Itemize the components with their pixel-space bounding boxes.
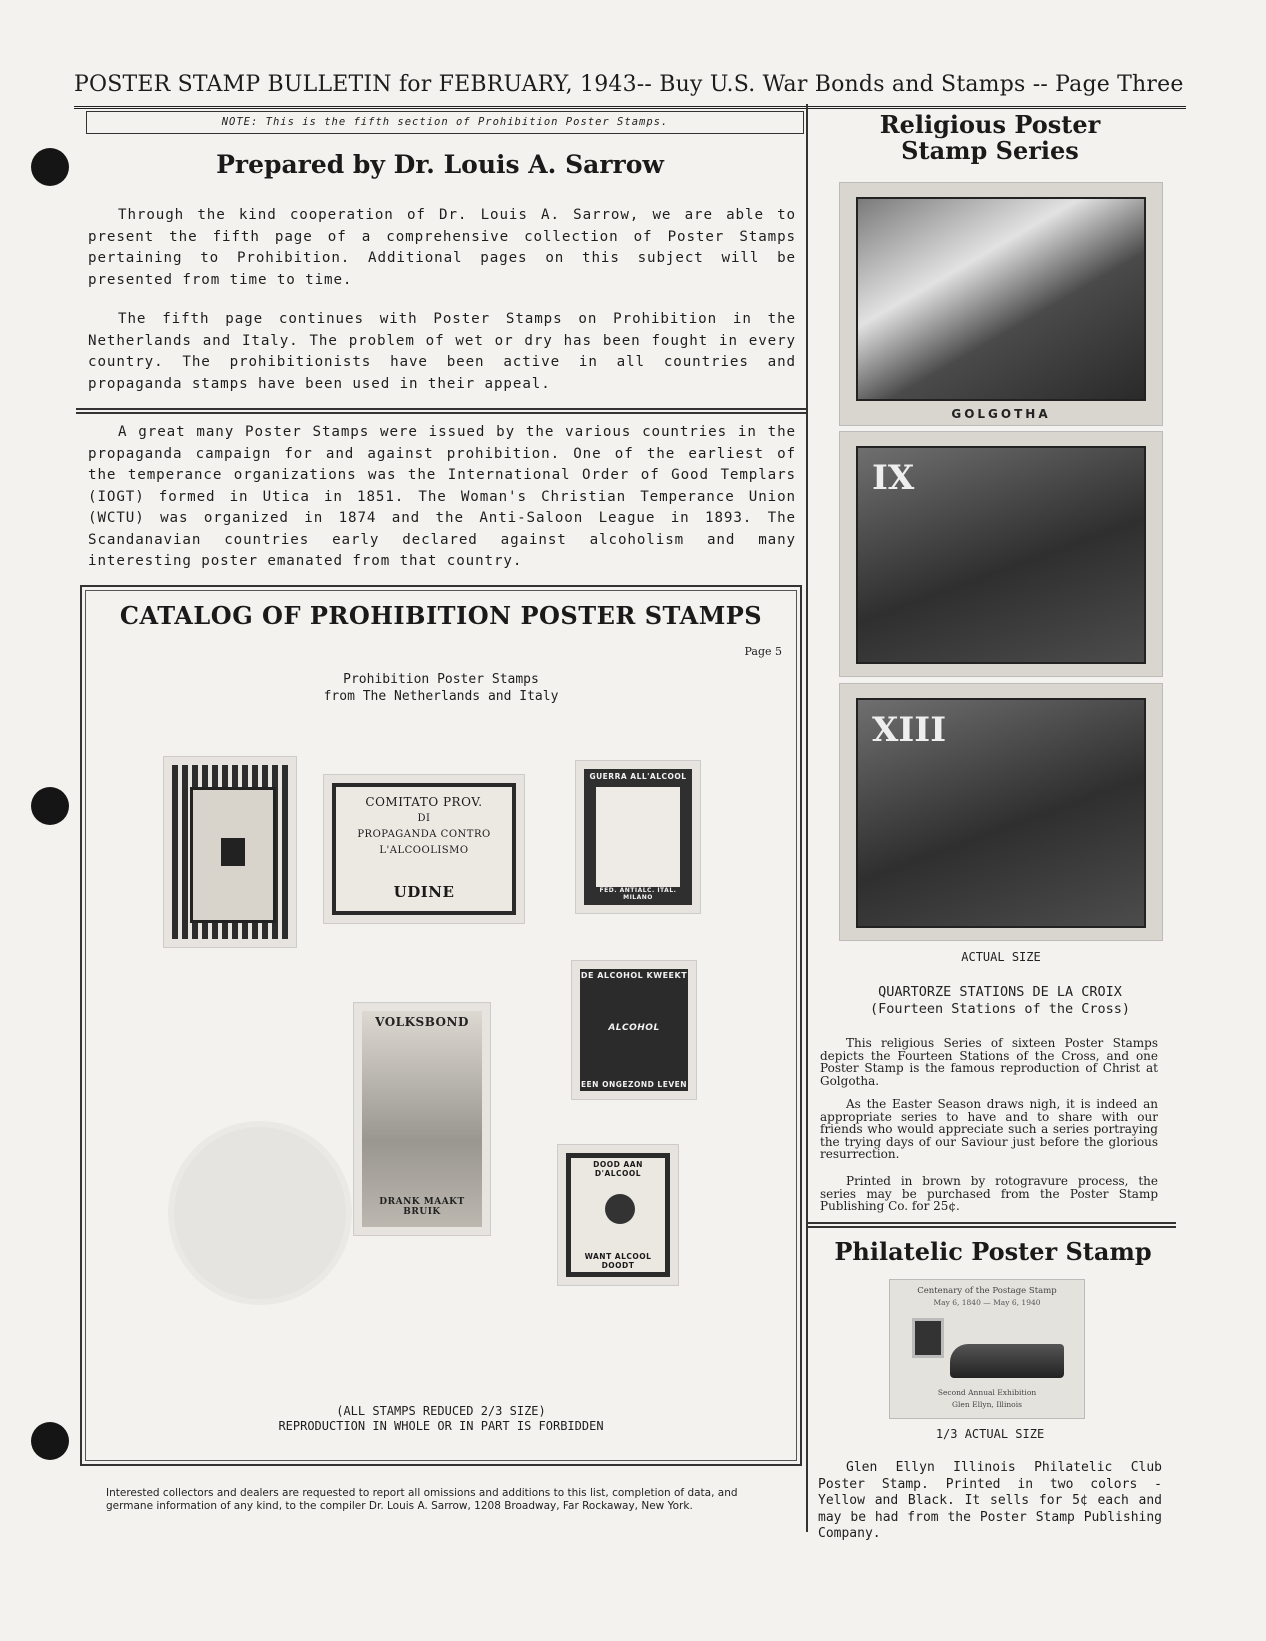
article-heading: Prepared by Dr. Louis A. Sarrow <box>216 150 664 179</box>
column-divider-upper <box>806 104 808 410</box>
section-rule-1 <box>76 408 806 410</box>
stamp-kweekt-frame <box>580 969 688 1091</box>
philatelic-stamp-line-1: Centenary of the Postage Stamp <box>917 1286 1057 1296</box>
catalog-subtitle <box>82 671 800 705</box>
philatelic-description: Glen Ellyn Illinois Philatelic Club Poster Stamp. Printed in two colors - Yellow and Black. It sells for 5¢ each and may be had from the Poster Stamp Publishing Company. <box>818 1460 1162 1541</box>
comitato-line-1: COMITATO PROV. <box>365 795 483 809</box>
religious-series-title <box>820 984 1180 1018</box>
comitato-line-3: PROPAGANDA CONTRO <box>357 829 491 840</box>
catalog-title: CATALOG OF PROHIBITION POSTER STAMPS <box>119 601 763 630</box>
binder-hole-middle <box>31 787 69 825</box>
station-ix-image <box>856 446 1146 664</box>
column-divider-lower <box>806 410 808 1532</box>
station-xiii-image <box>856 698 1146 928</box>
religious-heading-line-1: Religious Poster <box>879 110 1101 139</box>
article-paragraph-1: Through the kind cooperation of Dr. Louis A. Sarrow, we are able to present the fifth page of a comprehensive collection of Poster Stamps pertaining to Prohibition. Additional pages on this subject will be presented from time to time. <box>88 207 796 288</box>
right-rule-1 <box>808 1222 1176 1224</box>
stamp-guerra-blank-panel <box>596 787 680 887</box>
religious-series-title-line-2: (Fourteen Stations of the Cross) <box>869 1001 1131 1017</box>
volksbond-bottom-text: DRANK MAAKT BRUIK <box>379 1197 465 1217</box>
article-paragraph-2: The fifth page continues with Poster Stamps on Prohibition in the Netherlands and Italy. The problem of wet or dry has been fought in every country. The prohibitionists have been active in all countries and propaganda stamps have been used in their appeal. <box>88 311 796 392</box>
guerra-top-text: GUERRA ALL'ALCOOL <box>589 772 687 781</box>
religious-series-title-line-1: QUARTORZE STATIONS DE LA CROIX <box>878 984 1122 1000</box>
stamp-volksbond <box>354 1003 490 1235</box>
station-ix-numeral: IX <box>872 458 915 498</box>
stamp-volksbond-art <box>362 1011 482 1227</box>
catalog-footer-line-2: REPRODUCTION IN WHOLE OR IN PART IS FORBIDDEN <box>278 1419 604 1433</box>
right-rule-2 <box>808 1226 1176 1228</box>
religious-paragraph-3: Printed in brown by rotogravure process, the series may be purchased from the Poster Stamp Publishing Co. for 25¢. <box>820 1174 1158 1214</box>
section-rule-2 <box>76 412 806 414</box>
stamp-guerra-alcool <box>576 761 700 913</box>
stamp-golgotha <box>840 183 1162 425</box>
kweekt-top-text: DE ALCOHOL KWEEKT <box>580 971 688 980</box>
religious-actual-size: ACTUAL SIZE <box>961 950 1041 964</box>
guerra-bottom-text: FED. ANTIALC. ITAL. MILANO <box>599 887 677 901</box>
catalog-footer <box>82 1404 800 1434</box>
stamp-philatelic-centenary <box>890 1280 1084 1418</box>
kweekt-mid-text: ALCOHOL <box>608 1023 660 1033</box>
volksbond-top-text: VOLKSBOND <box>375 1015 469 1029</box>
philatelic-heading: Philatelic Poster Stamp <box>834 1237 1152 1266</box>
skull-icon <box>605 1194 635 1224</box>
faded-round-stamp <box>174 1127 346 1299</box>
train-icon <box>950 1344 1064 1378</box>
stamp-shield-panel <box>190 787 276 923</box>
stamp-station-ix <box>840 432 1162 676</box>
stamp-station-xiii <box>840 684 1162 940</box>
comitato-line-4: L'ALCOOLISMO <box>379 845 469 856</box>
catalog-box <box>80 585 802 1466</box>
religious-heading <box>820 112 1160 164</box>
religious-paragraph-1: This religious Series of sixteen Poster Stamps depicts the Fourteen Stations of the Cross, and one Poster Stamp is the famous reproduction of Christ at Golgotha. <box>820 1036 1158 1088</box>
catalog-page-number: Page 5 <box>744 645 782 658</box>
note-box: NOTE: This is the fifth section of Prohibition Poster Stamps. <box>86 111 804 134</box>
penny-black-icon <box>912 1318 944 1358</box>
bulletin-header <box>74 70 1186 109</box>
golgotha-image <box>856 197 1146 401</box>
binder-hole-bottom <box>31 1422 69 1460</box>
comitato-line-5: UDINE <box>393 883 455 901</box>
golgotha-caption: GOLGOTHA <box>951 407 1051 421</box>
stamp-italian-shield <box>164 757 296 947</box>
kweekt-bottom-text: EEN ONGEZOND LEVEN <box>580 1080 688 1089</box>
dood-top-text: DOOD AAN D'ALCOOL <box>593 1160 643 1178</box>
stamp-guerra-frame <box>584 769 692 905</box>
cross-icon <box>221 838 245 866</box>
bulletin-title: POSTER STAMP BULLETIN for FEBRUARY, 1943-- Buy U.S. War Bonds and Stamps -- Page Three <box>74 72 1184 97</box>
philatelic-stamp-line-3: Second Annual Exhibition <box>937 1388 1037 1397</box>
catalog-footnote: Interested collectors and dealers are requested to report all omissions and additions to this list, completion of data, and germane information of any kind, to the compiler Dr. Louis A. Sarrow, 1208 Broadway, Far Rockaway, New York. <box>106 1487 738 1512</box>
binder-hole-top <box>31 148 69 186</box>
stamp-dood-frame <box>566 1153 670 1277</box>
comitato-line-2: DI <box>417 813 431 824</box>
religious-paragraph-2: As the Easter Season draws nigh, it is indeed an appropriate series to have and to share with our friends who would appreciate such a series portraying the trying days of our Saviour just before the glorious resurrection. <box>820 1097 1158 1162</box>
stamp-comitato-frame <box>332 783 516 915</box>
catalog-footer-line-1: (ALL STAMPS REDUCED 2/3 SIZE) <box>336 1404 546 1418</box>
philatelic-stamp-line-2: May 6, 1840 — May 6, 1940 <box>933 1298 1041 1307</box>
philatelic-stamp-line-4: Glen Ellyn, Illinois <box>952 1400 1022 1409</box>
station-xiii-numeral: XIII <box>872 710 947 750</box>
philatelic-caption: 1/3 ACTUAL SIZE <box>935 1427 1045 1441</box>
article-paragraph-3: A great many Poster Stamps were issued by the various countries in the propaganda campaign for and against prohibition. One of the earliest of the temperance organizations was the International Order of Good Templars (IOGT) formed in Utica in 1851. The Woman's Christian Temperance Union (WCTU) was organized in 1874 and the Anti-Saloon League in 1893. The Scandanavian countries early declared against alcoholism and many interesting poster emanated from that country. <box>88 424 796 569</box>
catalog-subtitle-line-1: Prohibition Poster Stamps <box>343 672 539 687</box>
stamp-dood-alcool <box>558 1145 678 1285</box>
religious-heading-line-2: Stamp Series <box>901 136 1079 165</box>
stamp-comitato-udine <box>324 775 524 923</box>
catalog-subtitle-line-2: from The Netherlands and Italy <box>323 689 559 704</box>
dood-bottom-text: WANT ALCOOL DOODT <box>584 1252 652 1270</box>
stamp-shield-art <box>172 765 288 939</box>
stamp-alcohol-kweekt <box>572 961 696 1099</box>
